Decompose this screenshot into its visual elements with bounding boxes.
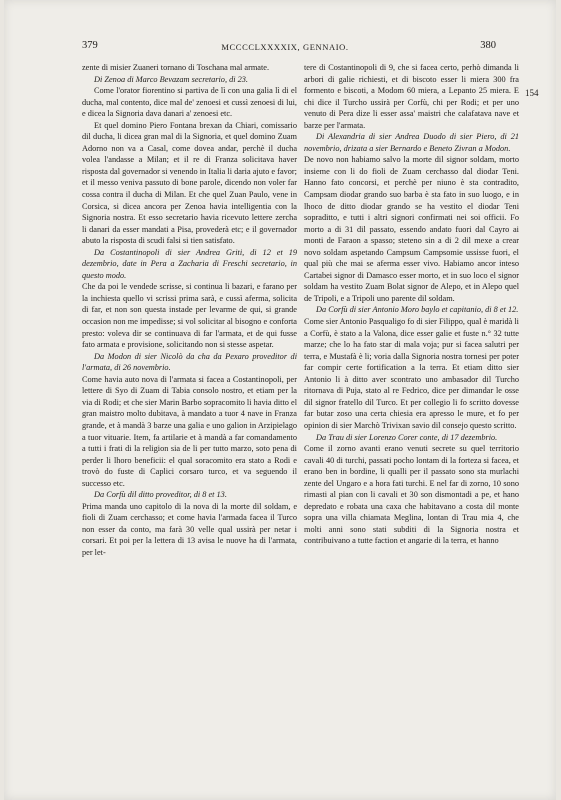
paragraph: Come il zorno avanti erano venuti secrete su quel territorio cavali 40 di turchi, passati pocho lontam di la forteza si facea, et erano ben in bordine, li qualli per il passato sono sta murlachi zente del Ungaro e a hora fati turchi. E nel far di zorno, 10 sono rimasti al pian con li cavali et 30 son dismontadi a pe, et hano depredato e robata una caxa che habitavano a costa dil monte sopra una villa chiamata Meglina, lontan di Trau mia 4, che molti anni sono stati subditi di la Signoria nostra et contribuivano a tutte faction et angarie di la terra, et hanno	[304, 444, 519, 546]
running-header	[74, 40, 496, 54]
book-page	[4, 0, 556, 800]
left-column	[82, 62, 297, 559]
letter-heading: Da Corfù dil ditto proveditor, di 8 et 13.	[94, 490, 227, 500]
paragraph: Che da poi le vendede scrisse, si continua li bazari, e farano per la inchiesta quello vi scrissi prima sarà, e cussì aferma, solicita di far, et non son questa instade per levarme de qui, si grande occasion non me impedisse; si vol solicitar al bisogno e conforta presto: voleva dir se continuava di far l'armata, et de qui fusse fato armata e provisione, solicitando non si stesse aspetar.	[82, 282, 297, 350]
paragraph: zente di misier Zuaneri tornano di Toschana mal armate.	[82, 63, 270, 72]
right-page-number: 380	[480, 40, 496, 51]
letter-heading: Da Corfù di sier Antonio Moro baylo et capitanio, di 8 et 12.	[316, 305, 519, 315]
letter-heading: Da Modon di sier Nicolò da cha da Pexaro proveditor di l'armata, di 26 novembrio.	[82, 351, 297, 373]
margin-number: 154	[525, 88, 539, 98]
paragraph: tere di Costantinopoli di 9, che si facea certo, perhò dimanda li arbori di galie richiesti, et di biscoto esser li miera 300 fra formento e biscoti, a Modom 60 miera, a Lepanto 25 miera. E chi dice il Turcho ussirà per Corfù, chi per Rodi; et per uno venuto di Pera dize li esser assa' maistri che calafatava nave et barze per l'armata.	[304, 63, 519, 130]
right-column	[304, 62, 519, 547]
left-page-number: 379	[82, 40, 98, 51]
paragraph: Et quel domino Piero Fontana brexan da Chiari, comissario dil ducha, li dicea gran mal di la Signoria, et quel domino Zuam Adorno non va a Casal, come dovea andar, perchè il ducha volea l'andasse a Milan; et il re di Franza solicitava haver risposta dal governador si venendo in Italia li daria ajuto e favor; et il messo veniva passuto di bone parole, dicendo non voler far cossa contra il ducha di Milan. Et che quel Zuan Paulo, vene in Corsica, si dicea ancora per Zenoa havia intelligentia con la Signoria nostra. Et esso secretario havia ricevuto lettere zercha li danari da esser mandati a Pisa, provederà etc; e il governador abuto la risposta di scudi falsi si tien satisfato.	[82, 120, 297, 246]
letter-heading: Da Trau di sier Lorenzo Corer conte, di 17 dezembrio.	[316, 432, 498, 442]
letter-heading: Da Costantinopoli di sier Andrea Griti, di 12 et 19 dezembrio, date in Pera a Zacharia di Freschi secretario, in questo modo.	[82, 247, 297, 280]
letter-heading: Di Alexandria di sier Andrea Duodo di sier Piero, di 21 novembrio, drizata a sier Bernardo e Beneto Zivran a Modon.	[304, 132, 519, 153]
paragraph: Prima manda uno capitolo di la nova di la morte dil soldam, e fioli di Zuam cerchasso; et come havia l'armada facea il Turco non esser da conto, ma farà 30 velle qual ussirà per netar i corsari. Et poi per la lettera di 13 avisa le nuove ha di l'armata, per let-	[82, 501, 297, 557]
paragraph: Come l'orator fiorentino si partiva de lì con una galia lì di el ducha, mal contento, dice mal de' zenoesi et cussì zenoesi di lui, e dicea la Signoria dava danari a' zenoesi etc.	[82, 86, 297, 119]
paragraph: De novo non habiamo salvo la morte dil signor soldam, morto insieme con li do fioli de Zuam cerchasso dal diodar Teni. Hanno fato concorsi, et perchè per niuno è sta contradito, Campsam diodar grando suo barba è sta fato in suo luogo, e in lhoco de ditto diodar grando se ha vestito el diodar Teni sopraditto, e tutti i altri signori confirmati nei soi officii. Fo morto a di 31 dil passato, essendo andato fuori dal Cayro ai monti de Faraon a spasso; steteno sin a di 2 dil mexe a crear novo soldam aspetando Campsum Campsomie ussisse fuori, el qual più che mai se aferma esser vivo. Habiamo ancor inteso Cartabei signor di Damasco esser morto, et in suo loco el signor soldam ha vestito Zuam Bolat signor de Alepo, et in Alepo quel de Tripoli, e a Tripoli uno parente dil soldam.	[304, 155, 519, 303]
letter-heading: Di Zenoa di Marco Bevazam secretario, di 23.	[94, 74, 249, 84]
paragraph: Come havia auto nova di l'armata si facea a Costantinopoli, per lettere di Syo di Zuam di Tabia consolo nostro, et etiam per la via di Rodi; et che sier Marin Barbo sopracomito li havia ditto el gran maistro molto dubitava, à mandato a tuor 4 nave in Franza grande, et à mandà 3 barze una galia e uno galion in Arzipielago a tuor vituarie. Item, fa artilarie et à mandà a far comandamento a tutti i frati di la religion sia de li per tutto marzo, soto pena di perder li lhoro beneficii: el qual soracomito era stato a Rodi e trovò do fuste di Caplici corsaro turco, et va seguendo il successo etc.	[82, 374, 297, 488]
paragraph: Come sier Antonio Pasqualigo fo di sier Filippo, qual è maridà li a Corfù, è stato a la Valona, dice esser galie et fuste n.° 32 tutte marze; che lo ha fato star di mala voja; pur si facea salutri per terra, e Mustafà è li; voria dalla Signoria nostra tornesi per poter far compir certe fortification a la terra. Et etiam ditto sier Antonio li à ditto aver scontrato uno ambasador dil Turcho ritornava di Puja, stato al re Fedrico, dice per dimandar le osse dil signor fratello dil Turco. Et per collegio li fo scritto dovesse far butar zoso una certa chiesia era apresso le mure, et fo per opinion di sier Marchò Trivixan savio dil consejo questo scritto.	[304, 317, 519, 430]
running-title: MCCCCLXXXXIX, GENNAIO.	[221, 42, 349, 52]
